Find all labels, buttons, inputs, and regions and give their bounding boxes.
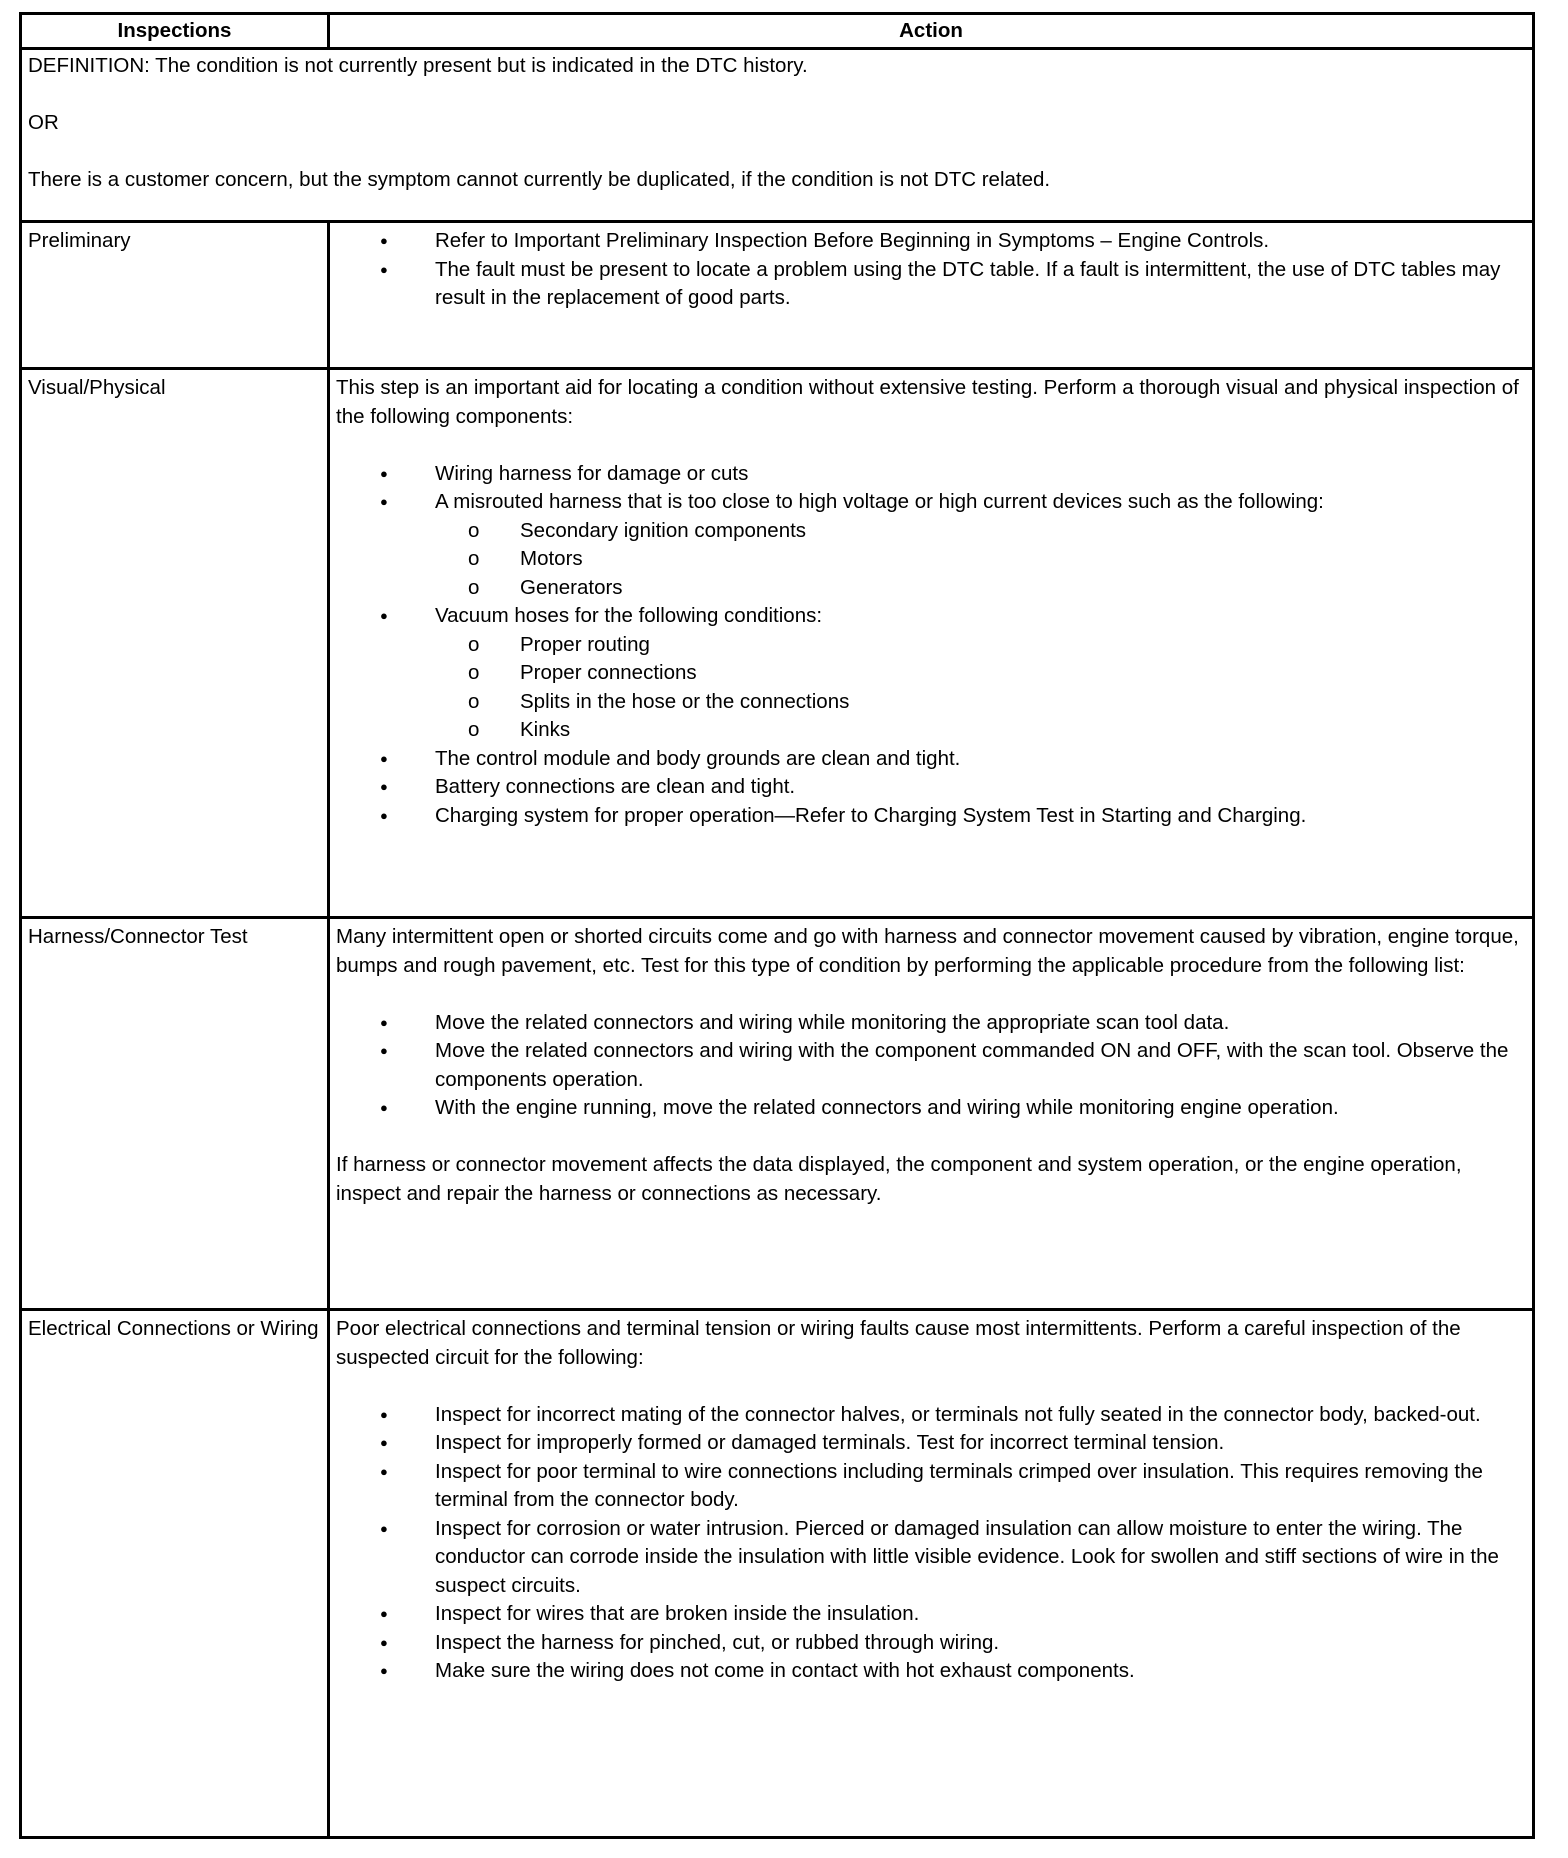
inspection-label: Electrical Connections or Wiring bbox=[21, 1310, 329, 1838]
sub-list-item: o Proper connections bbox=[336, 659, 1526, 688]
table-row bbox=[21, 222, 1534, 369]
list-item: ● Battery connections are clean and tight. bbox=[336, 773, 1526, 802]
header-row bbox=[21, 14, 1534, 49]
list-item: ● Inspect for corrosion or water intrusion. Pierced or damaged insulation can allow moisture to enter the wiring. The conductor can corrode inside the insulation with little visible evidence. Look for swollen and stiff sections of wire in the suspect circuits. bbox=[336, 1515, 1526, 1601]
list-item: ● Vacuum hoses for the following conditions: bbox=[336, 602, 1526, 631]
table-row bbox=[21, 918, 1534, 1310]
action-intro: Poor electrical connections and terminal tension or wiring faults cause most intermittents. Perform a careful inspection of the suspected circuit for the following: bbox=[336, 1317, 1461, 1369]
list-item: ● Refer to Important Preliminary Inspection Before Beginning in Symptoms – Engine Controls. bbox=[336, 227, 1526, 256]
list-item: ● With the engine running, move the related connectors and wiring while monitoring engine operation. bbox=[336, 1094, 1526, 1123]
action-cell bbox=[329, 918, 1534, 1310]
action-cell bbox=[329, 369, 1534, 918]
list-item: ● Inspect for improperly formed or damaged terminals. Test for incorrect terminal tension. bbox=[336, 1429, 1526, 1458]
action-cell bbox=[329, 222, 1534, 369]
action-intro: Many intermittent open or shorted circuits come and go with harness and connector movement caused by vibration, engine torque, bumps and rough pavement, etc. Test for this type of condition by performing the applicable procedure from the following list: bbox=[336, 925, 1519, 977]
list-item: ● Inspect for poor terminal to wire connections including terminals crimped over insulation. This requires removing the terminal from the connector body. bbox=[336, 1458, 1526, 1515]
sub-list-item: o Motors bbox=[336, 545, 1526, 574]
action-outro: If harness or connector movement affects the data displayed, the component and system operation, or the engine operation, inspect and repair the harness or connections as necessary. bbox=[336, 1153, 1462, 1205]
sub-list-item: o Splits in the hose or the connections bbox=[336, 688, 1526, 717]
definition-concern: There is a customer concern, but the symptom cannot currently be duplicated, if the condition is not DTC related. bbox=[28, 168, 1051, 191]
inspection-label: Visual/Physical bbox=[21, 369, 329, 918]
sub-list-item: o Kinks bbox=[336, 716, 1526, 745]
list-item: ● Inspect for incorrect mating of the connector halves, or terminals not fully seated in the connector body, backed-out. bbox=[336, 1401, 1526, 1430]
sub-list-item: o Proper routing bbox=[336, 631, 1526, 660]
action-intro: This step is an important aid for locating a condition without extensive testing. Perform a thorough visual and physical inspection of the following components: bbox=[336, 376, 1519, 428]
sub-list-item: o Secondary ignition components bbox=[336, 517, 1526, 546]
definition-cell bbox=[21, 49, 1534, 222]
definition-or: OR bbox=[28, 111, 59, 134]
list-item: ● A misrouted harness that is too close to high voltage or high current devices such as the following: bbox=[336, 488, 1526, 517]
definition-row bbox=[21, 49, 1534, 222]
sub-list-item: o Generators bbox=[336, 574, 1526, 603]
inspection-label: Harness/Connector Test bbox=[21, 918, 329, 1310]
inspection-label: Preliminary bbox=[21, 222, 329, 369]
list-item: ● Inspect the harness for pinched, cut, or rubbed through wiring. bbox=[336, 1629, 1526, 1658]
table-row bbox=[21, 369, 1534, 918]
table-row bbox=[21, 1310, 1534, 1838]
list-item: ● The control module and body grounds are clean and tight. bbox=[336, 745, 1526, 774]
list-item: ● Charging system for proper operation—Refer to Charging System Test in Starting and Charging. bbox=[336, 802, 1526, 831]
action-cell bbox=[329, 1310, 1534, 1838]
list-item: ● The fault must be present to locate a problem using the DTC table. If a fault is intermittent, the use of DTC tables may result in the replacement of good parts. bbox=[336, 256, 1526, 313]
list-item: ● Inspect for wires that are broken inside the insulation. bbox=[336, 1600, 1526, 1629]
definition-text: DEFINITION: The condition is not currently present but is indicated in the DTC history. bbox=[28, 54, 808, 77]
list-item: ● Move the related connectors and wiring while monitoring the appropriate scan tool data. bbox=[336, 1009, 1526, 1038]
list-item: ● Make sure the wiring does not come in contact with hot exhaust components. bbox=[336, 1657, 1526, 1686]
header-inspections: Inspections bbox=[21, 14, 329, 49]
list-item: ● Move the related connectors and wiring with the component commanded ON and OFF, with the scan tool. Observe the components operation. bbox=[336, 1037, 1526, 1094]
list-item: ● Wiring harness for damage or cuts bbox=[336, 460, 1526, 489]
header-action: Action bbox=[329, 14, 1534, 49]
intermittent-inspection-table bbox=[19, 12, 1535, 1839]
